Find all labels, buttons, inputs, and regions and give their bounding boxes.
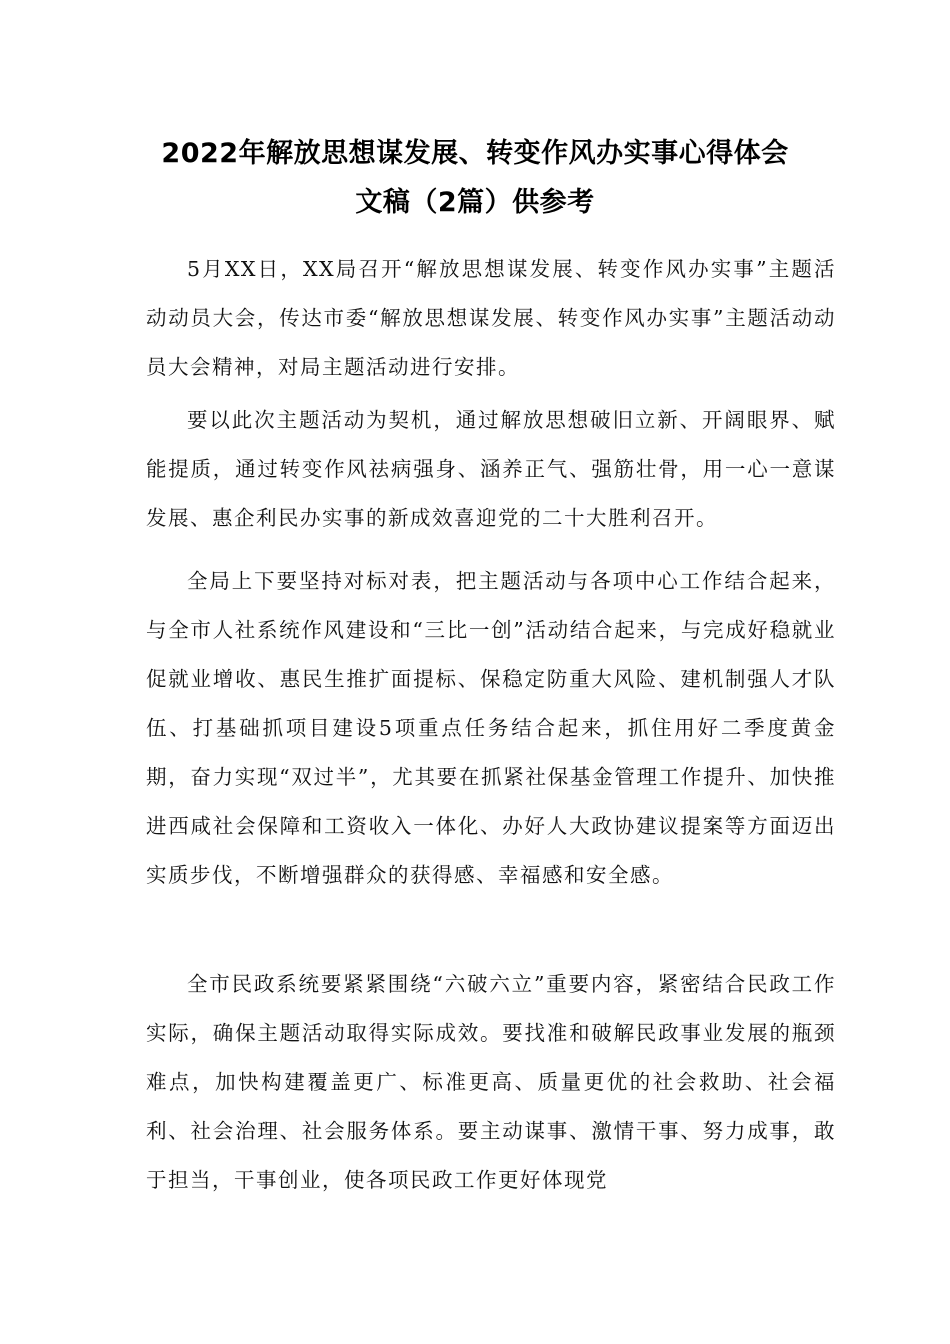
document-title-line-1: 2022年解放思想谋发展、转变作风办实事心得体会 <box>161 138 789 169</box>
paragraph-3: 全局上下要坚持对标对表，把主题活动与各项中心工作结合起来，与全市人社系统作风建设和“三比一创”活动结合起来，与完成好稳就业促就业增收、惠民生推扩面提标、保稳定防重大风险、建机制强人才队伍、打基础抓项目建设5项重点任务结合起来，抓住用好二季度黄金期，奋力实现“双过半”，尤其要在抓紧社保基金管理工作提升、加快推进西咸社会保障和工资收入一体化、办好人大政协建议提案等方面迈出实质步伐，不断增强群众的获得感、幸福感和安全感。 <box>146 569 836 887</box>
paragraph-1: 5月XX日，XX局召开“解放思想谋发展、转变作风办实事”主题活动动员大会，传达市委“解放思想谋发展、转变作风办实事”主题活动动员大会精神，对局主题活动进行安排。 <box>146 257 836 379</box>
paragraph-2: 要以此次主题活动为契机，通过解放思想破旧立新、开阔眼界、赋能提质，通过转变作风祛病强身、涵养正气、强筋壮骨，用一心一意谋发展、惠企利民办实事的新成效喜迎党的二十大胜利召开。 <box>146 408 836 530</box>
paragraph-4: 全市民政系统要紧紧围绕“六破六立”重要内容，紧密结合民政工作实际，确保主题活动取得实际成效。要找准和破解民政事业发展的瓶颈难点，加快构建覆盖更广、标准更高、质量更优的社会救助、社会福利、社会治理、社会服务体系。要主动谋事、激情干事、努力成事，敢于担当，干事创业，使各项民政工作更好体现党 <box>146 972 836 1192</box>
document-title-line-2: 文稿（2篇）供参考 <box>355 187 595 218</box>
